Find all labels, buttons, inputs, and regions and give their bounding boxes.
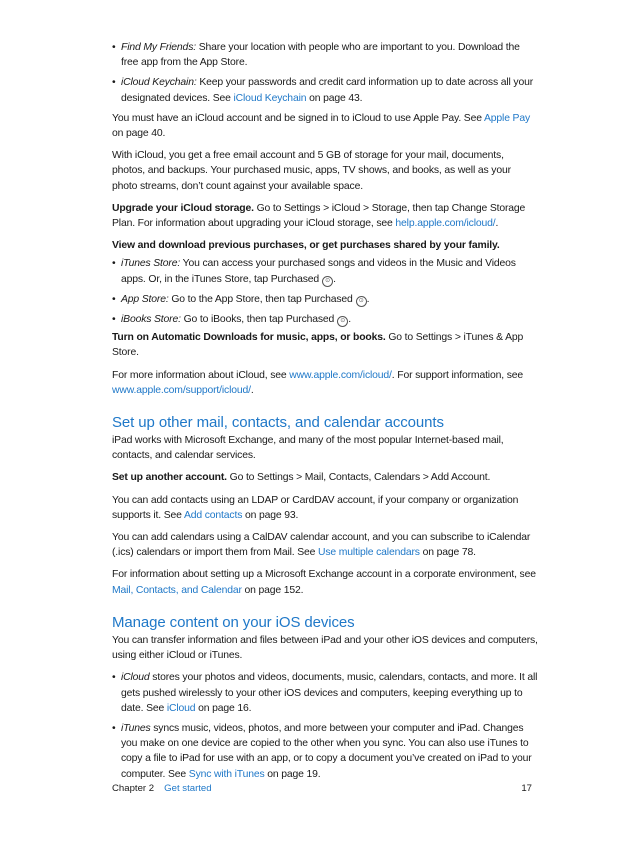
paragraph-text: For more information about iCloud, see	[112, 369, 290, 381]
link-mail-contacts-calendar[interactable]: Mail, Contacts, and Calendar	[112, 584, 242, 596]
link-multiple-calendars[interactable]: Use multiple calendars	[318, 547, 420, 559]
paragraph-text: . For support information, see	[391, 369, 523, 381]
page-footer	[112, 783, 532, 794]
bullet-text: syncs music, videos, photos, and more between your computer and iPad. Changes you make on one device are copied to the other when you sync. You can also use iTunes to copy a file to iPad for use with an app, or to copy a document you’ve created on iPad to your computer. See	[121, 722, 532, 780]
link-add-contacts[interactable]: Add contacts	[183, 509, 243, 521]
paragraph-text: You can add calendars using a CalDAV calendar account, and you can subscribe to iCalendar (.ics) calendars or import them from Mail. See	[112, 532, 531, 559]
paragraph-more-info	[112, 368, 538, 398]
lead-in: Turn on Automatic Downloads for music, apps, or books.	[112, 332, 386, 344]
paragraph-text: on page 78.	[419, 547, 476, 559]
paragraph-exchange-intro: iPad works with Microsoft Exchange, and many of the most popular Internet-based mail, contacts, and calendar services.	[112, 435, 504, 462]
bullet-text: stores your photos and videos, documents, music, calendars, contacts, and more. It all gets pushed wirelessly to your other iOS devices and computers, keeping everything up to date. See	[121, 672, 538, 714]
bullet-text: on page 16.	[195, 702, 252, 714]
paragraph-text: Go to Settings > iCloud > Storage, then tap Change Storage Plan. For information about upgrading your iCloud storage, see	[112, 202, 526, 230]
link-icloud-site[interactable]: www.apple.com/icloud/	[289, 369, 392, 381]
bullet-term: iTunes	[121, 722, 151, 734]
footer-chapter: Chapter 2	[112, 783, 155, 794]
bullet-ibooks-store: • iBooks Store: Go to iBooks, then tap Purchased ⊙ .	[112, 312, 538, 327]
purchased-icon: ⊙	[356, 296, 367, 307]
paragraph-text: on page 152.	[241, 584, 304, 596]
lead-in: Upgrade your iCloud storage.	[112, 202, 254, 214]
paragraph-automatic-downloads	[112, 330, 538, 360]
paragraph-text: You must have an iCloud account and be signed in to iCloud to use Apple Pay. See	[112, 112, 484, 124]
link-icloud-keychain[interactable]: iCloud Keychain	[233, 92, 307, 104]
bullet-term: iCloud Keychain:	[121, 77, 197, 89]
paragraph-view-purchases	[112, 238, 538, 253]
paragraph-add-contacts	[112, 493, 538, 523]
link-icloud-support[interactable]: www.apple.com/support/icloud/	[112, 384, 251, 396]
bullet-find-my-friends	[112, 40, 538, 70]
bullet-itunes	[112, 721, 538, 782]
bullet-text: on page 43.	[306, 92, 363, 104]
bullet-text: You can access your purchased songs and videos in the Music and Videos apps. Or, in the iTunes Store, tap Purchased	[121, 258, 516, 285]
section-heading-other-accounts: Set up other mail, contacts, and calendar accounts	[112, 414, 444, 432]
page-content	[112, 40, 538, 787]
page-number: 17	[521, 783, 532, 794]
bullet-text: Go to the App Store, then tap Purchased	[168, 293, 353, 305]
lead-in: Set up another account.	[112, 472, 227, 484]
bullet-term: iTunes Store:	[121, 258, 181, 270]
paragraph-text: on page 40.	[112, 128, 166, 140]
footer-chapter-link[interactable]: Get started	[164, 783, 212, 794]
paragraph-exchange-corporate	[112, 567, 538, 597]
paragraph-text: Go to Settings > Mail, Contacts, Calendars > Add Account.	[226, 472, 491, 484]
paragraph-text: For information about setting up a Microsoft Exchange account in a corporate environment, see	[112, 569, 536, 581]
paragraph-transfer-intro: You can transfer information and files between iPad and your other iOS devices and computers, using either iCloud or iTunes.	[112, 634, 538, 662]
bullet-text: Share your location with people who are important to you. Download the free app from the App Store.	[121, 42, 520, 69]
section-heading-manage-content: Manage content on your iOS devices	[112, 613, 355, 631]
paragraph-text: .	[495, 218, 499, 230]
paragraph-text: on page 93.	[242, 509, 299, 521]
bullet-icloud	[112, 670, 538, 716]
bullet-term: iBooks Store:	[121, 314, 181, 326]
paragraph-text: .	[250, 384, 254, 396]
bullet-text: on page 19.	[264, 768, 321, 780]
paragraph-storage: With iCloud, you get a free email account and 5 GB of storage for your mail, documents, photos, and backups. Your purchased music, apps, TV shows, and books, as well as your photo streams, don’t count against your available space.	[112, 150, 511, 192]
bullet-text: Keep your passwords and credit card information up to date across all your designated devices. See	[121, 77, 534, 104]
purchased-icon: ⊙	[337, 316, 348, 327]
link-help-icloud[interactable]: help.apple.com/icloud/	[395, 218, 496, 230]
bullet-itunes-store: • iTunes Store: You can access your purchased songs and videos in the Music and Videos apps. Or, in the iTunes Store, tap Purchased ⊙ .	[112, 256, 538, 286]
bullet-term: iCloud	[121, 672, 150, 684]
link-sync-with-itunes[interactable]: Sync with iTunes	[188, 768, 265, 780]
lead-in: View and download previous purchases, or get purchases shared by your family.	[112, 240, 500, 252]
link-icloud[interactable]: iCloud	[166, 702, 196, 714]
paragraph-setup-account	[112, 470, 538, 485]
bullet-text: Go to iBooks, then tap Purchased	[180, 314, 335, 326]
bullet-term: Find My Friends:	[121, 42, 196, 53]
paragraph-upgrade-storage	[112, 201, 538, 231]
bullet-term: App Store:	[121, 293, 169, 305]
bullet-app-store: • App Store: Go to the App Store, then tap Purchased ⊙ .	[112, 292, 538, 307]
paragraph-text: You can add contacts using an LDAP or CardDAV account, if your company or organization supports it. See	[112, 494, 519, 521]
paragraph-text: Go to Settings > iTunes & App Store.	[112, 332, 524, 359]
paragraph-add-calendars	[112, 530, 538, 560]
paragraph-apple-pay	[112, 111, 538, 141]
purchased-icon: ⊙	[322, 276, 333, 287]
bullet-icloud-keychain	[112, 75, 538, 105]
link-apple-pay[interactable]: Apple Pay	[484, 112, 531, 124]
